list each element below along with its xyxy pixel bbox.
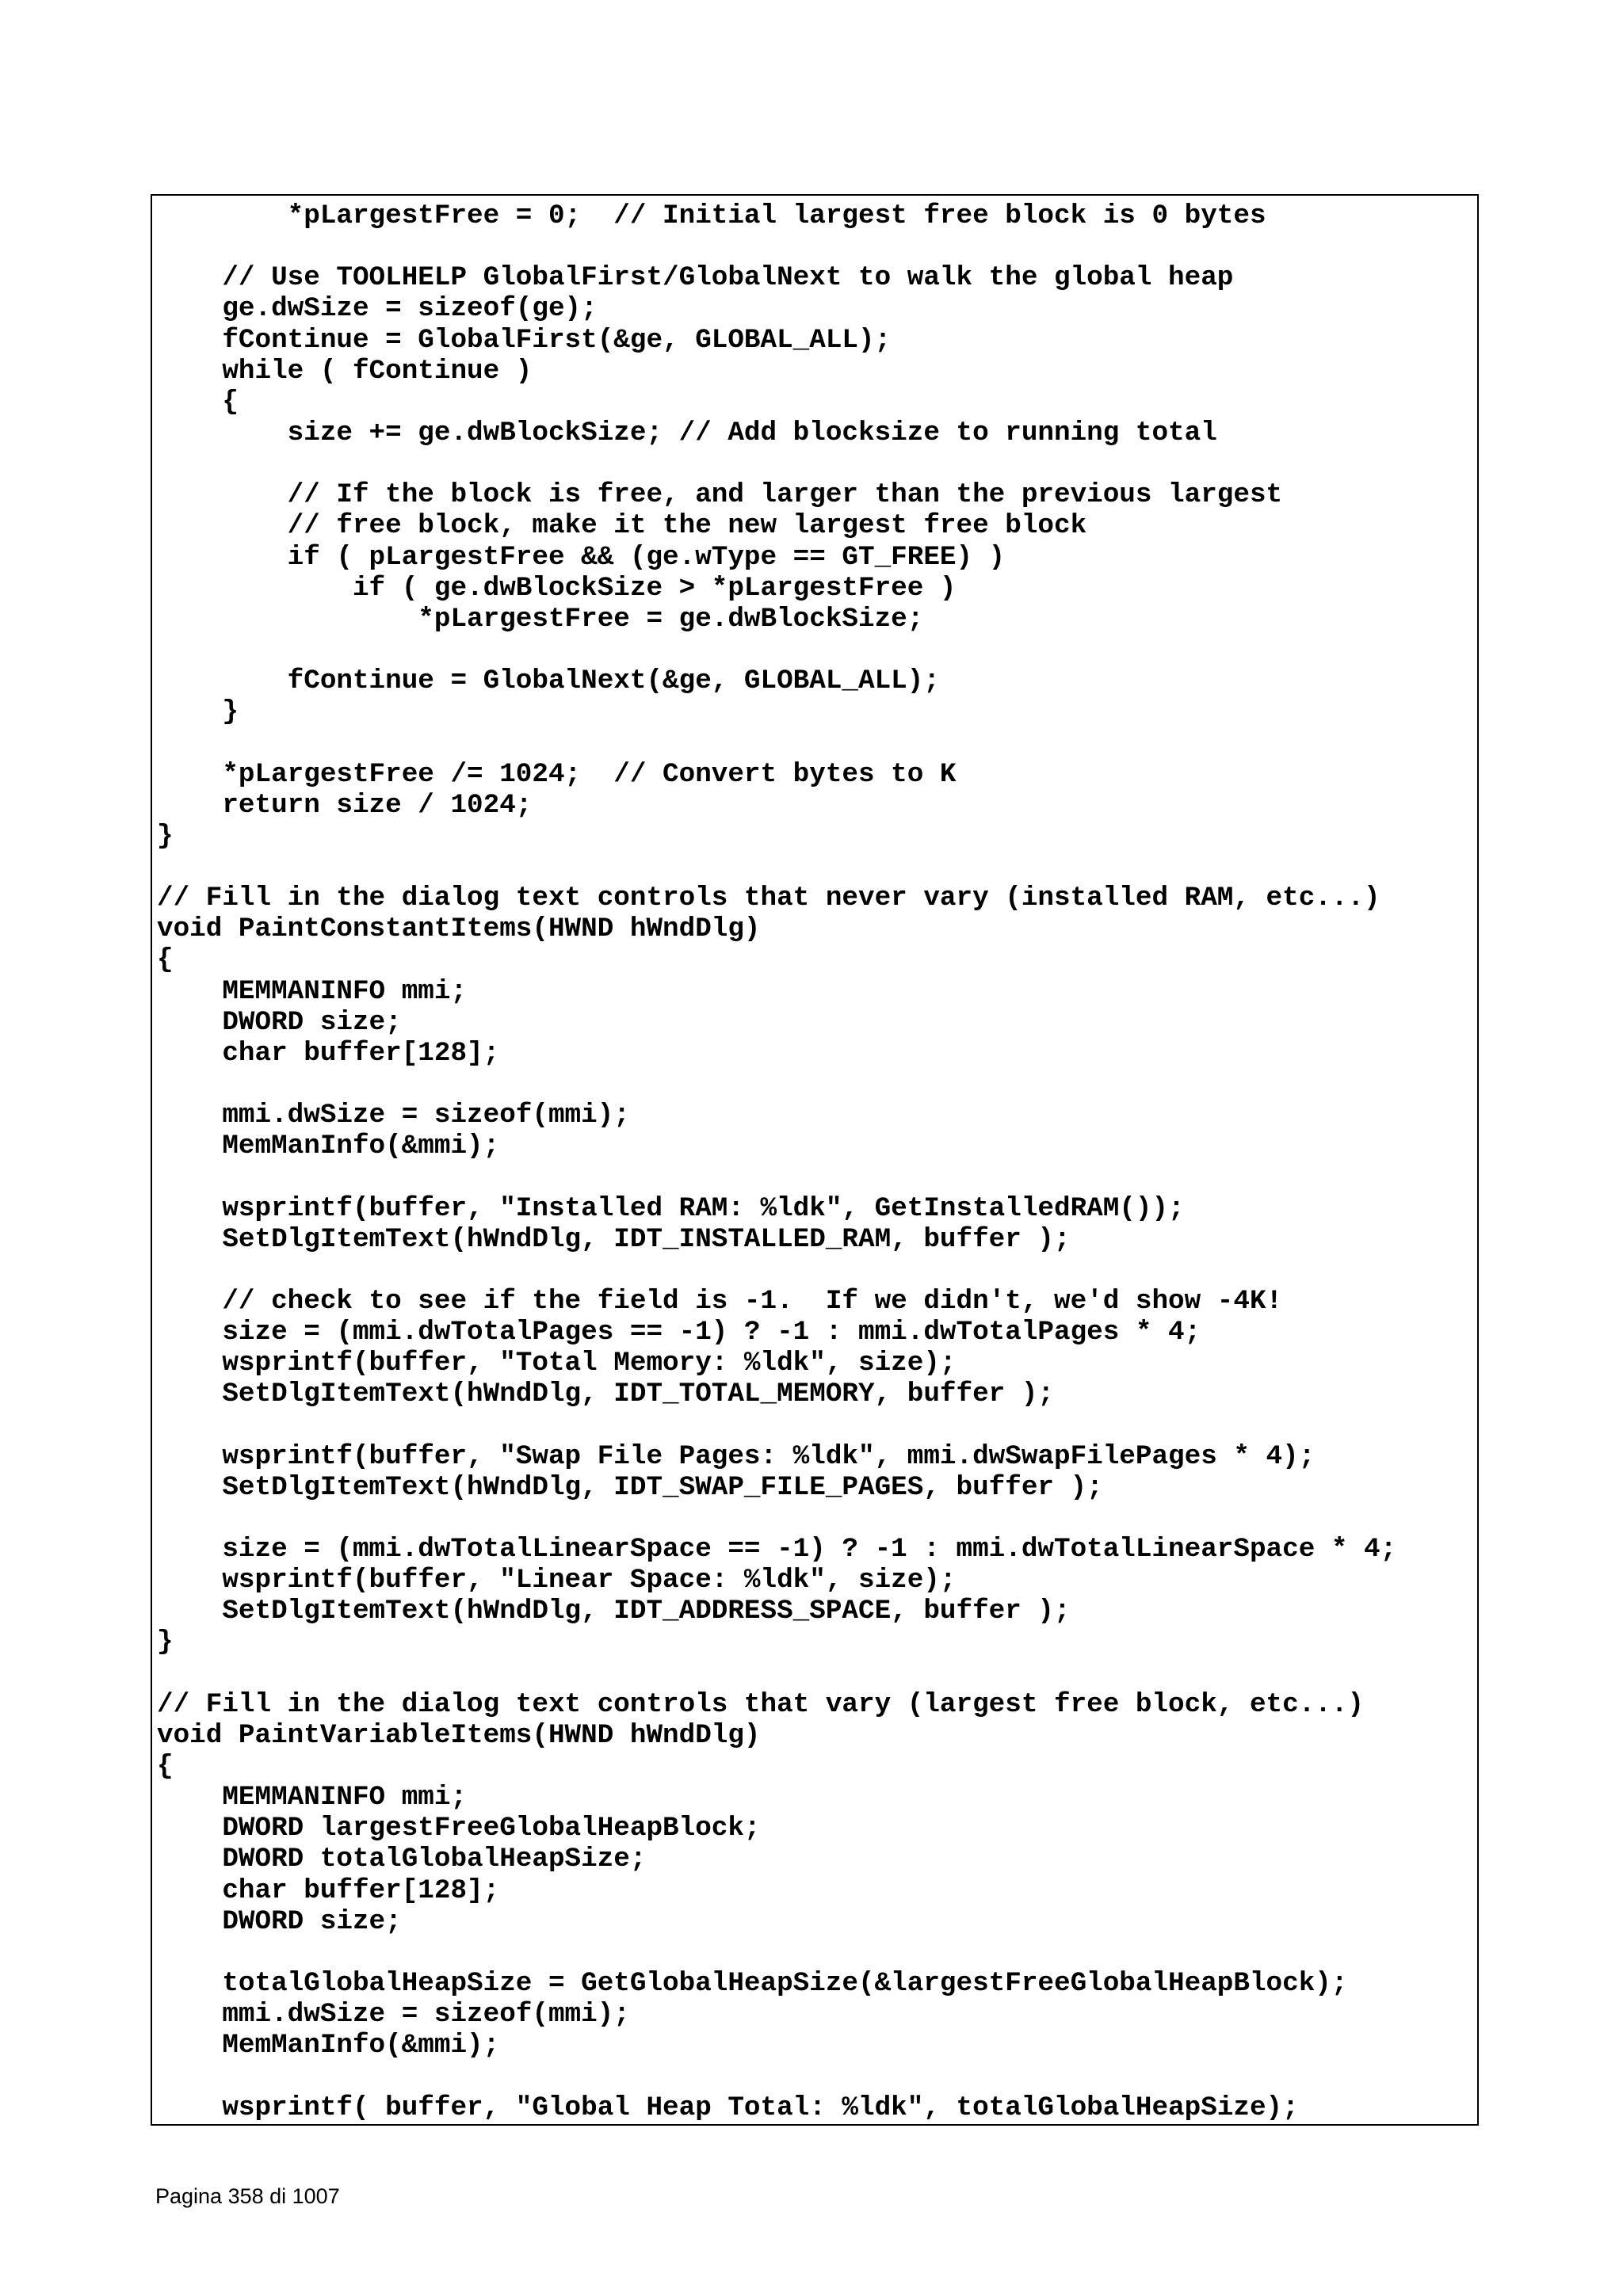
code-line xyxy=(157,1409,1396,1440)
code-line: size += ge.dwBlockSize; // Add blocksize to running total xyxy=(157,417,1217,448)
code-line: void PaintVariableItems(HWND hWndDlg) xyxy=(157,1719,761,1751)
code-line: mmi.dwSize = sizeof(mmi); xyxy=(157,1100,630,1131)
code-line: totalGlobalHeapSize = GetGlobalHeapSize(&largestFreeGlobalHeapBlock); xyxy=(157,1968,1348,2000)
code-line: *pLargestFree /= 1024; // Convert bytes to K xyxy=(157,758,957,790)
code-line xyxy=(157,448,1396,479)
code-line: } xyxy=(157,696,239,728)
code-line: { xyxy=(157,386,239,418)
code-line: fContinue = GlobalFirst(&ge, GLOBAL_ALL); xyxy=(157,324,892,356)
code-line: } xyxy=(157,1627,174,1658)
code-line: char buffer[128]; xyxy=(157,1875,500,1906)
code-line: if ( ge.dwBlockSize > *pLargestFree ) xyxy=(157,572,957,604)
code-line xyxy=(157,1937,1396,1968)
code-line: MemManInfo(&mmi); xyxy=(157,1131,500,1162)
code-line: { xyxy=(157,1751,174,1783)
code-line: MEMMANINFO mmi; xyxy=(157,975,468,1007)
code-line: size = (mmi.dwTotalPages == -1) ? -1 : mmi.dwTotalPages * 4; xyxy=(157,1317,1201,1348)
code-line: wsprintf( buffer, "Global Heap Total: %ldk", totalGlobalHeapSize); xyxy=(157,2092,1299,2123)
code-line: SetDlgItemText(hWndDlg, IDT_ADDRESS_SPACE, buffer ); xyxy=(157,1596,1071,1627)
code-line: return size / 1024; xyxy=(157,789,533,821)
code-line: wsprintf(buffer, "Linear Space: %ldk", size); xyxy=(157,1565,957,1596)
code-line xyxy=(157,1255,1396,1286)
code-line: wsprintf(buffer, "Installed RAM: %ldk", GetInstalledRAM()); xyxy=(157,1192,1185,1224)
code-line: // Fill in the dialog text controls that never vary (installed RAM, etc...) xyxy=(157,883,1381,914)
code-line: DWORD size; xyxy=(157,1006,402,1038)
code-line: size = (mmi.dwTotalLinearSpace == -1) ? -1 : mmi.dwTotalLinearSpace * 4; xyxy=(157,1534,1397,1566)
code-line: DWORD totalGlobalHeapSize; xyxy=(157,1844,647,1875)
code-line: fContinue = GlobalNext(&ge, GLOBAL_ALL); xyxy=(157,666,940,697)
code-line: MEMMANINFO mmi; xyxy=(157,1782,468,1814)
code-line: if ( pLargestFree && (ge.wType == GT_FREE) ) xyxy=(157,541,1006,573)
code-line: void PaintConstantItems(HWND hWndDlg) xyxy=(157,913,761,945)
code-line: ge.dwSize = sizeof(ge); xyxy=(157,293,598,325)
code-line: wsprintf(buffer, "Swap File Pages: %ldk", mmi.dwSwapFilePages * 4); xyxy=(157,1440,1316,1472)
code-line: SetDlgItemText(hWndDlg, IDT_SWAP_FILE_PAGES, buffer ); xyxy=(157,1471,1103,1503)
code-line: DWORD size; xyxy=(157,1905,402,1937)
code-line: { xyxy=(157,944,174,976)
code-line xyxy=(157,635,1396,666)
code-line: char buffer[128]; xyxy=(157,1037,500,1069)
code-line: while ( fContinue ) xyxy=(157,355,533,387)
code-line: *pLargestFree = 0; // Initial largest free block is 0 bytes xyxy=(157,200,1266,231)
code-line xyxy=(157,1658,1396,1689)
code-line xyxy=(157,1069,1396,1100)
code-line: SetDlgItemText(hWndDlg, IDT_INSTALLED_RAM, buffer ); xyxy=(157,1223,1071,1255)
code-listing-box xyxy=(151,194,1479,2126)
code-line: DWORD largestFreeGlobalHeapBlock; xyxy=(157,1813,761,1844)
code-line xyxy=(157,2061,1396,2092)
code-line xyxy=(157,1161,1396,1192)
code-line xyxy=(157,231,1396,262)
code-line: // check to see if the field is -1. If we didn't, we'd show -4K! xyxy=(157,1285,1283,1317)
code-line: // If the block is free, and larger than the previous largest xyxy=(157,479,1283,511)
page-number-footer: Pagina 358 di 1007 xyxy=(155,2184,340,2208)
code-line: } xyxy=(157,820,174,852)
code-line: MemManInfo(&mmi); xyxy=(157,2030,500,2061)
code-listing xyxy=(157,200,1396,2123)
code-line: // free block, make it the new largest free block xyxy=(157,510,1087,542)
code-line: wsprintf(buffer, "Total Memory: %ldk", size); xyxy=(157,1348,957,1379)
code-line xyxy=(157,727,1396,758)
code-line xyxy=(157,852,1396,883)
code-line: SetDlgItemText(hWndDlg, IDT_TOTAL_MEMORY, buffer ); xyxy=(157,1379,1054,1410)
code-line: // Use TOOLHELP GlobalFirst/GlobalNext to walk the global heap xyxy=(157,262,1234,294)
code-line xyxy=(157,1503,1396,1534)
code-line: mmi.dwSize = sizeof(mmi); xyxy=(157,1999,630,2031)
code-line: // Fill in the dialog text controls that vary (largest free block, etc...) xyxy=(157,1688,1365,1720)
code-line: *pLargestFree = ge.dwBlockSize; xyxy=(157,603,924,635)
